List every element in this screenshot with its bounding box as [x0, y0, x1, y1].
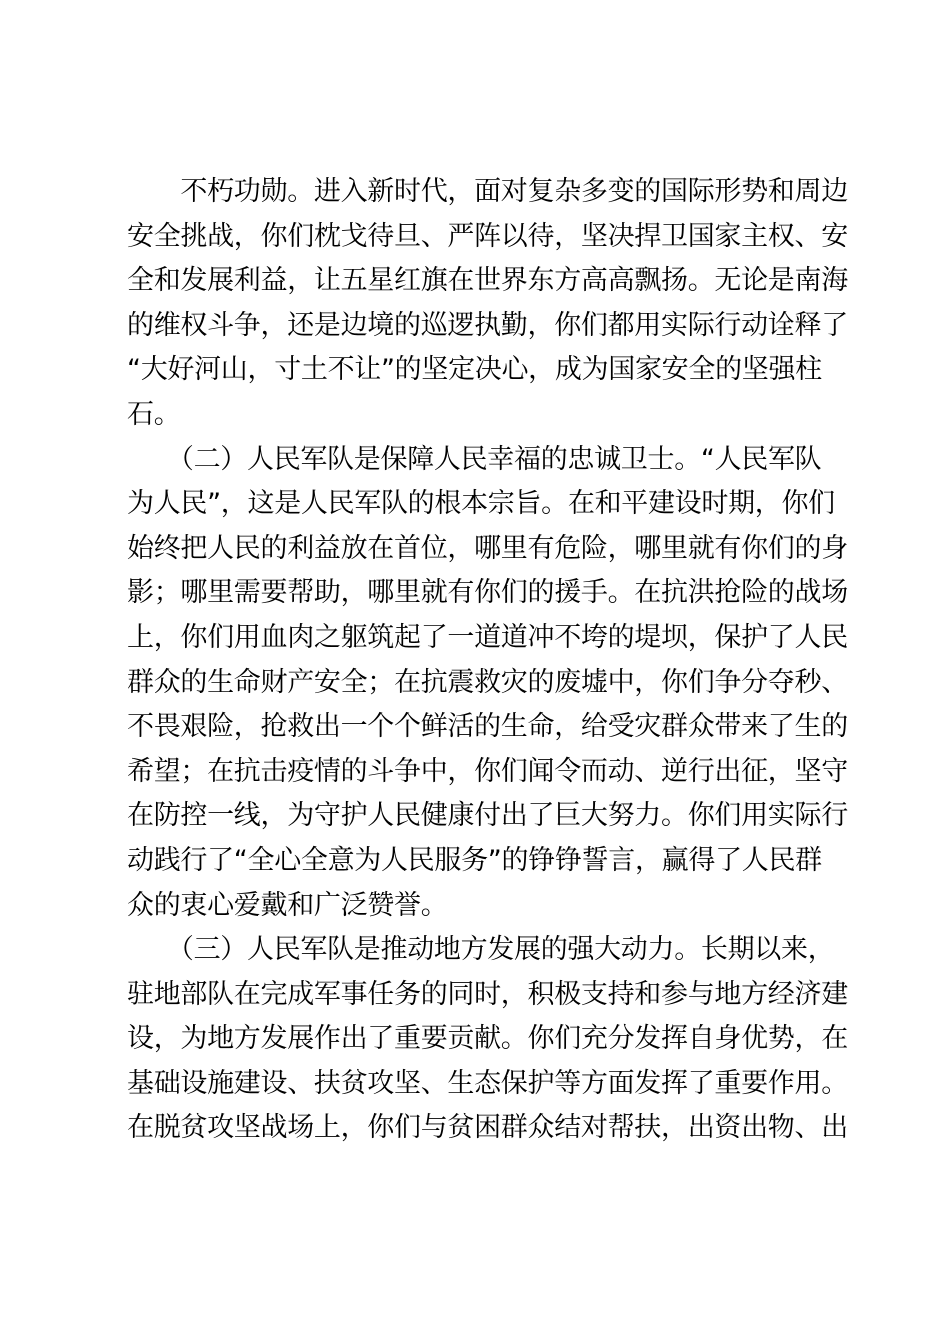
text-line: 不畏艰险，抢救出一个个鲜活的生命，给受灾群众带来了生的: [127, 711, 848, 743]
text-line: 驻地部队在完成军事任务的同时，积极支持和参与地方经济建: [127, 978, 848, 1010]
document-body: [127, 170, 848, 1151]
text-line: 影；哪里需要帮助，哪里就有你们的援手。在抗洪抢险的战场: [127, 577, 848, 609]
text-line: 在脱贫攻坚战场上，你们与贫困群众结对帮扶，出资出物、出: [127, 1112, 848, 1144]
text-line: 始终把人民的利益放在首位，哪里有危险，哪里就有你们的身: [127, 532, 848, 564]
text-line: “大好河山，寸土不让”的坚定决心，成为国家安全的坚强柱: [127, 354, 822, 386]
text-line: 上，你们用血肉之躯筑起了一道道冲不垮的堤坝，保护了人民: [127, 621, 848, 653]
text-line: 设，为地方发展作出了重要贡献。你们充分发挥自身优势，在: [127, 1023, 848, 1055]
text-line: 基础设施建设、扶贫攻坚、生态保护等方面发挥了重要作用。: [127, 1067, 848, 1099]
text-line: （二）人民军队是保障人民幸福的忠诚卫士。“人民军队: [127, 443, 822, 475]
text-line: 动践行了“全心全意为人民服务”的铮铮誓言，赢得了人民群: [127, 844, 822, 876]
text-line: 群众的生命财产安全；在抗震救灾的废墟中，你们争分夺秒、: [127, 666, 848, 698]
text-line: 不朽功勋。进入新时代，面对复杂多变的国际形势和周边: [127, 176, 848, 207]
text-line: 在防控一线，为守护人民健康付出了巨大努力。你们用实际行: [127, 800, 848, 832]
text-line: 安全挑战，你们枕戈待旦、严阵以待，坚决捍卫国家主权、安: [127, 220, 848, 252]
text-line: （三）人民军队是推动地方发展的强大动力。长期以来，: [127, 934, 835, 966]
text-line: 全和发展利益，让五星红旗在世界东方高高飘扬。无论是南海: [127, 265, 848, 297]
text-line: 众的衷心爱戴和广泛赞誉。: [127, 889, 448, 921]
text-line: 为人民”，这是人民军队的根本宗旨。在和平建设时期，你们: [127, 488, 835, 520]
text-line: 石。: [127, 398, 181, 430]
text-line: 的维权斗争，还是边境的巡逻执勤，你们都用实际行动诠释了: [127, 309, 848, 341]
text-line: 希望；在抗击疫情的斗争中，你们闻令而动、逆行出征，坚守: [127, 755, 848, 787]
